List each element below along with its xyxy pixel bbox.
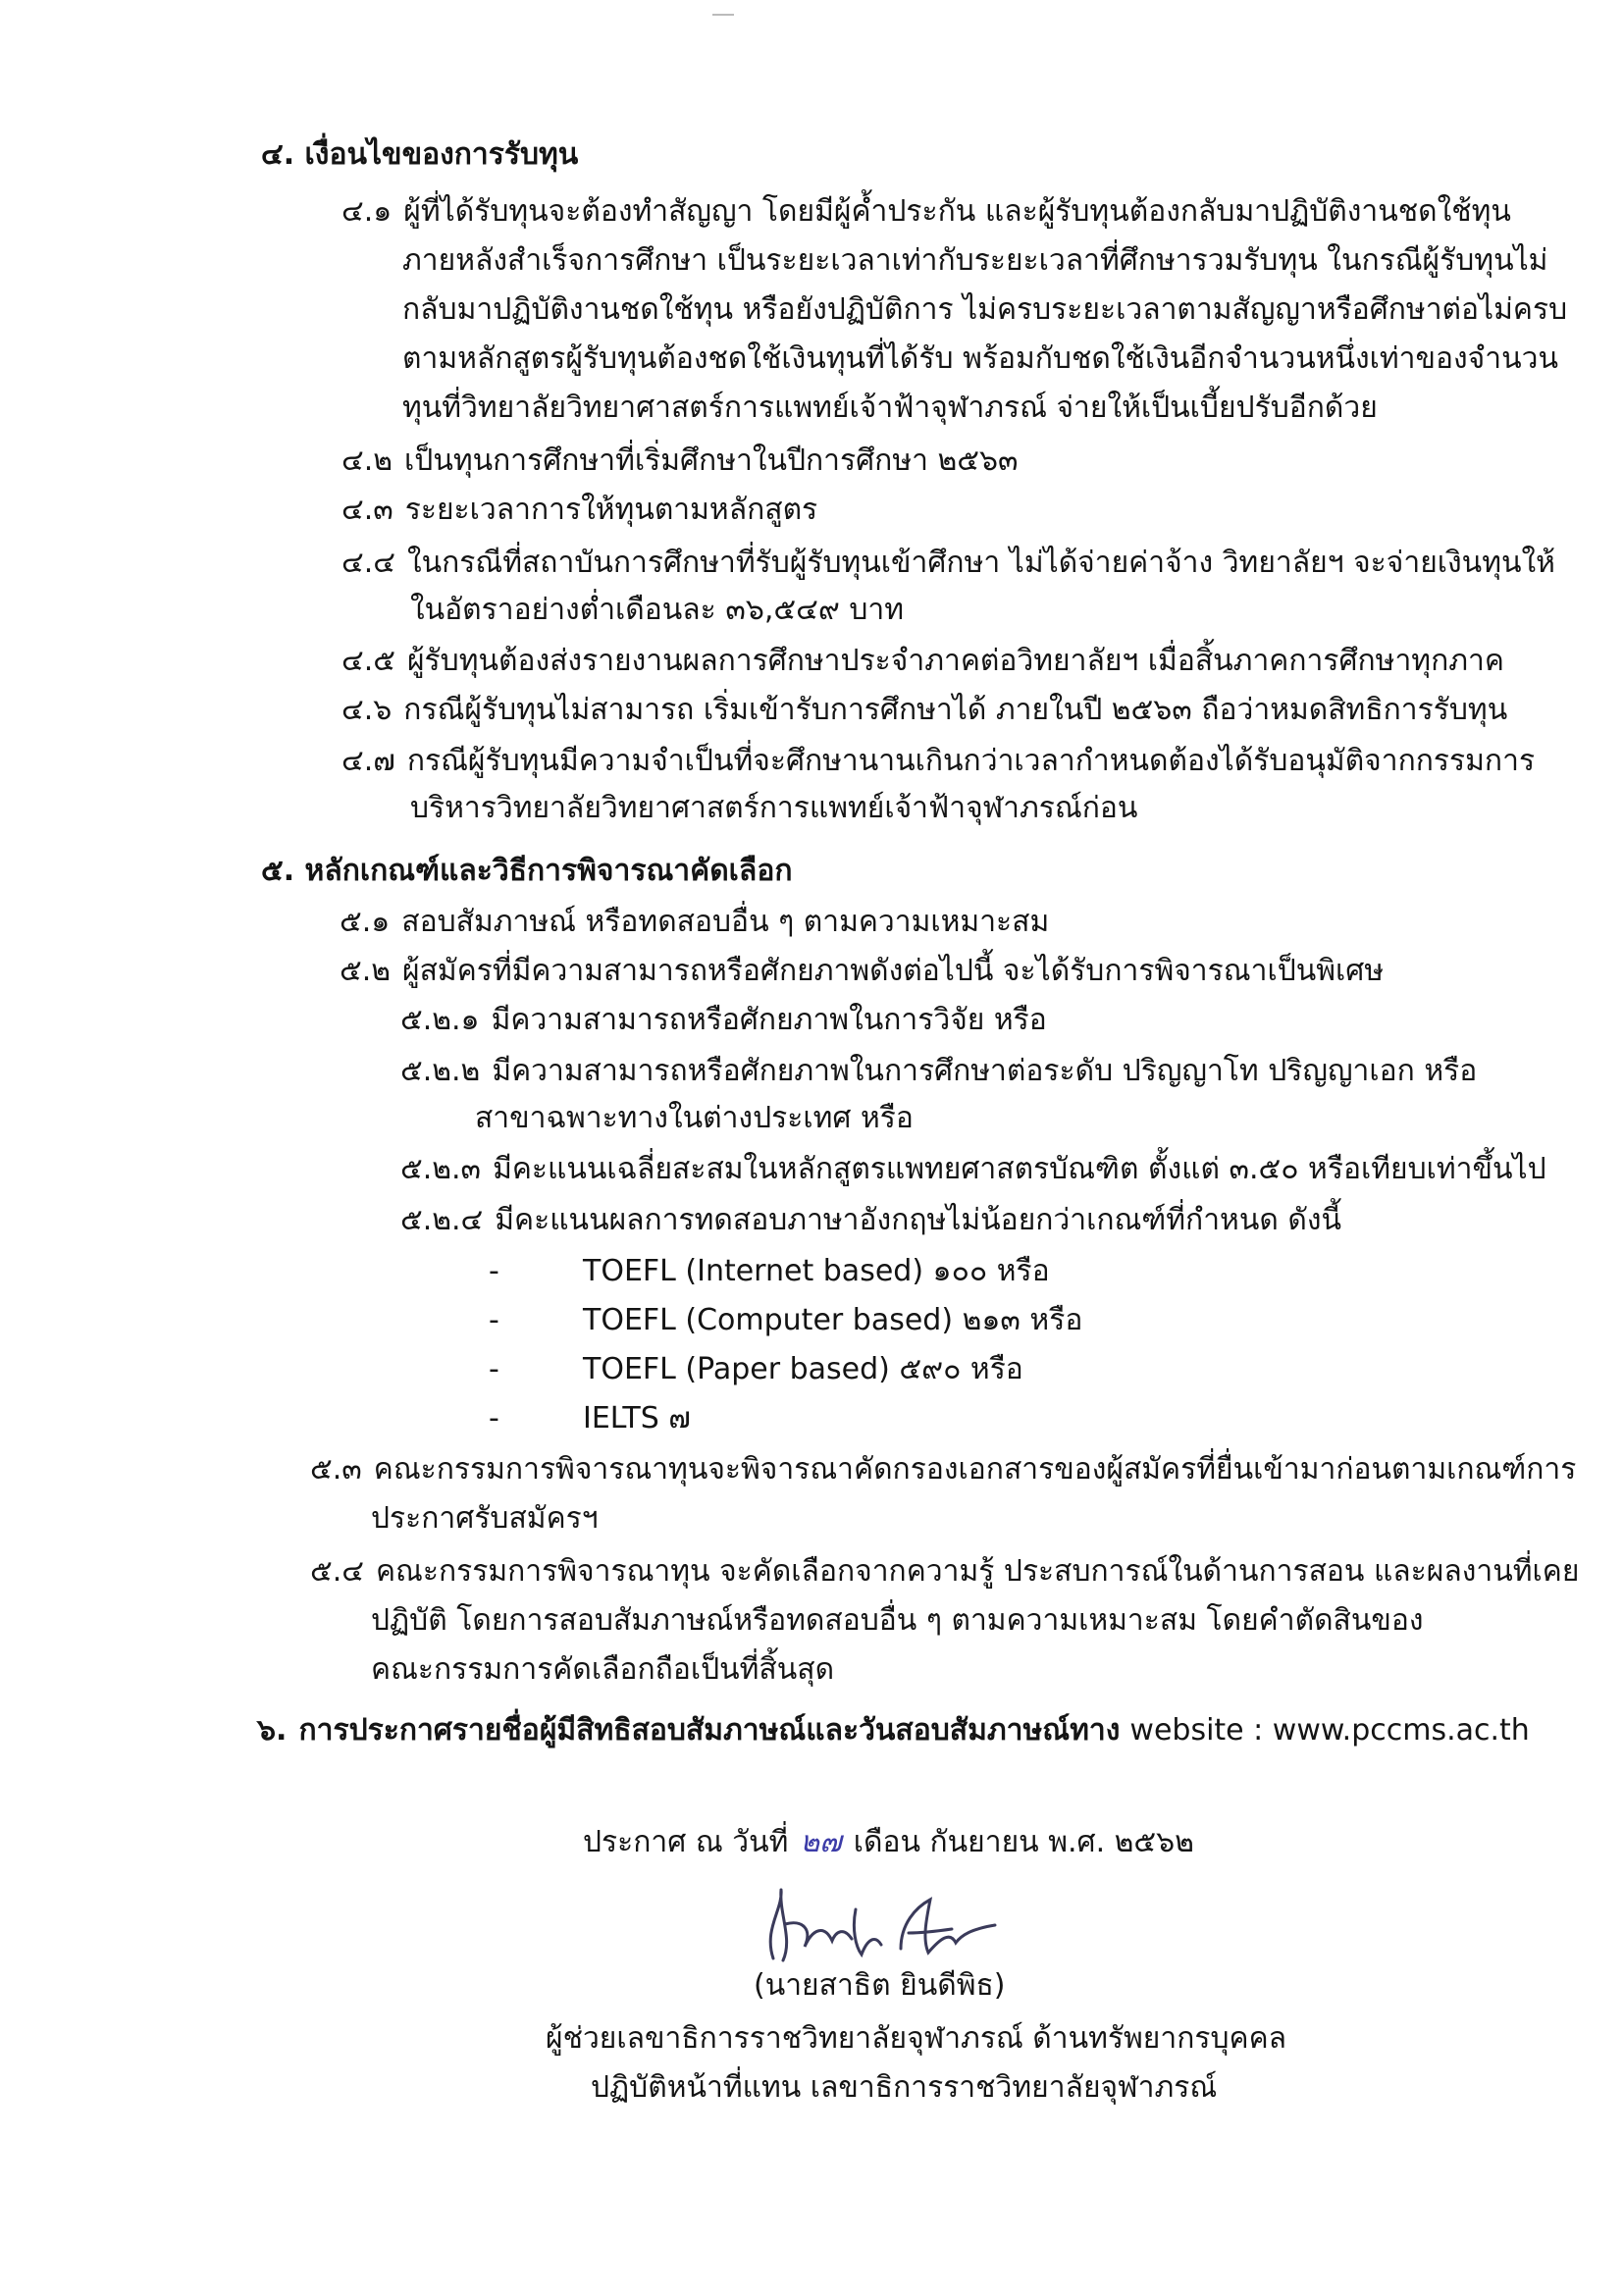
item-4-1	[341, 194, 1511, 230]
test-text: TOEFL (Computer based) ๒๑๓ หรือ	[583, 1303, 1083, 1337]
item-4-1-line: กลับมาปฏิบัติงานชดใช้ทุน หรือยังปฏิบัติการ ไม่ครบระยะเวลาตามสัญญาหรือศึกษาต่อไม่ครบ	[402, 292, 1568, 327]
announce-prefix: ประกาศ ณ วันที่	[583, 1825, 789, 1859]
item-text: มีคะแนนผลการทดสอบภาษาอังกฤษไม่น้อยกว่าเกณฑ์ที่กำหนด ดังนี้	[495, 1203, 1341, 1237]
item-5-2-2	[400, 1054, 1477, 1089]
item-5-2-4	[400, 1203, 1341, 1238]
item-number: ๔.๒	[341, 444, 393, 478]
item-5-4-line: คณะกรรมการคัดเลือกถือเป็นที่สิ้นสุด	[371, 1652, 835, 1687]
item-text: กรณีผู้รับทุนมีความจำเป็นที่จะศึกษานานเกินกว่าเวลากำหนดต้องได้รับอนุมัติจากกรรมการ	[406, 744, 1536, 778]
item-4-2	[341, 444, 1019, 479]
item-text: มีความสามารถหรือศักยภาพในการศึกษาต่อระดับ ปริญญาโท ปริญญาเอก หรือ	[492, 1054, 1478, 1088]
item-4-1-line: ทุนที่วิทยาลัยวิทยาศาสตร์การแพทย์เจ้าฟ้าจุฬาภรณ์ จ่ายให้เป็นเบี้ยปรับอีกด้วย	[402, 391, 1378, 425]
item-5-2-1	[400, 1003, 1047, 1038]
item-5-4-line: ปฏิบัติ โดยการสอบสัมภาษณ์หรือทดสอบอื่น ๆ ตามความเหมาะสม โดยคำตัดสินของ	[371, 1603, 1424, 1638]
bullet-dash: -	[489, 1352, 499, 1386]
item-number: ๔.๓	[341, 493, 393, 527]
item-4-6	[341, 693, 1507, 728]
signer-title: ผู้ช่วยเลขาธิการราชวิทยาลัยจุฬาภรณ์ ด้านทรัพยากรบุคคล	[546, 2021, 1287, 2056]
item-5-1	[340, 905, 1049, 940]
item-text: ผู้รับทุนต้องส่งรายงานผลการศึกษาประจำภาคต่อวิทยาลัยฯ เมื่อสิ้นภาคการศึกษาทุกภาค	[406, 644, 1504, 678]
item-4-4-line: ในอัตราอย่างต่ำเดือนละ ๓๖,๕๔๙ บาท	[410, 593, 904, 627]
item-text: ระยะเวลาการให้ทุนตามหลักสูตร	[404, 493, 818, 527]
item-4-1-line: ภายหลังสำเร็จการศึกษา เป็นระยะเวลาเท่ากับระยะเวลาที่ศึกษารวมรับทุน ในกรณีผู้รับทุนไม่	[402, 243, 1548, 278]
item-4-3	[341, 493, 817, 528]
item-5-2-3	[400, 1152, 1546, 1187]
item-text: กรณีผู้รับทุนไม่สามารถ เริ่มเข้ารับการศึกษาได้ ภายในปี ๒๕๖๓ ถือว่าหมดสิทธิการรับทุน	[403, 693, 1508, 727]
item-4-5	[341, 644, 1504, 679]
item-5-3	[310, 1452, 1576, 1487]
item-number: ๕.๒.๒	[400, 1054, 481, 1088]
item-text: คณะกรรมการพิจารณาทุนจะพิจารณาคัดกรองเอกสารของผู้สมัครที่ยื่นเข้ามาก่อนตามเกณฑ์การ	[373, 1452, 1577, 1487]
website-text: website : www.pccms.ac.th	[1129, 1713, 1530, 1748]
item-5-4	[310, 1554, 1579, 1590]
section6	[257, 1713, 1530, 1748]
item-text: มีความสามารถหรือศักยภาพในการวิจัย หรือ	[491, 1003, 1047, 1037]
signer-acting-title: ปฏิบัติหน้าที่แทน เลขาธิการราชวิทยาลัยจุฬาภรณ์	[591, 2070, 1218, 2105]
test-text: IELTS ๗	[583, 1401, 691, 1435]
announcement-date	[583, 1825, 1194, 1860]
scan-mark	[712, 14, 734, 16]
section5-heading: ๕. หลักเกณฑ์และวิธีการพิจารณาคัดเลือก	[261, 854, 793, 888]
item-number: ๕.๒	[340, 954, 392, 988]
item-text: มีคะแนนเฉลี่ยสะสมในหลักสูตรแพทยศาสตรบัณฑิต ตั้งแต่ ๓.๕๐ หรือเทียบเท่าขึ้นไป	[493, 1152, 1546, 1186]
test-item	[489, 1303, 1082, 1338]
item-4-1-line: ตามหลักสูตรผู้รับทุนต้องชดใช้เงินทุนที่ได้รับ พร้อมกับชดใช้เงินอีกจำนวนหนึ่งเท่าของจำนวน	[402, 341, 1558, 376]
section6-bold-text: การประกาศรายชื่อผู้มีสิทธิสอบสัมภาษณ์และวันสอบสัมภาษณ์ทาง	[298, 1713, 1121, 1748]
item-text: สอบสัมภาษณ์ หรือทดสอบอื่น ๆ ตามความเหมาะสม	[401, 905, 1050, 939]
section4-heading: ๔. เงื่อนไขของการรับทุน	[261, 137, 579, 172]
item-number: ๕.๒.๓	[400, 1152, 482, 1186]
item-number: ๔.๗	[341, 744, 395, 778]
test-item	[489, 1352, 1023, 1387]
handwritten-day: ๒๗	[800, 1825, 842, 1859]
item-5-2	[340, 954, 1384, 989]
signature-image	[754, 1870, 1009, 1968]
item-text: ผู้ที่ได้รับทุนจะต้องทำสัญญา โดยมีผู้ค้ำประกัน และผู้รับทุนต้องกลับมาปฏิบัติงานชดใช้ทุน	[403, 194, 1511, 229]
bullet-dash: -	[489, 1303, 499, 1337]
item-4-4	[341, 546, 1555, 581]
item-number: ๕.๑	[340, 905, 391, 939]
item-number: ๔.๔	[341, 546, 395, 580]
item-number: ๕.๒.๑	[400, 1003, 480, 1037]
section6-number: ๖.	[257, 1713, 288, 1748]
item-number: ๕.๓	[310, 1452, 362, 1487]
test-text: TOEFL (Paper based) ๕๙๐ หรือ	[583, 1352, 1023, 1386]
test-item	[489, 1401, 691, 1436]
item-number: ๕.๒.๔	[400, 1203, 484, 1237]
item-text: ผู้สมัครที่มีความสามารถหรือศักยภาพดังต่อไปนี้ จะได้รับการพิจารณาเป็นพิเศษ	[402, 954, 1385, 988]
item-4-7-line: บริหารวิทยาลัยวิทยาศาสตร์การแพทย์เจ้าฟ้าจุฬาภรณ์ก่อน	[410, 791, 1138, 825]
item-5-2-2-line: สาขาฉพาะทางในต่างประเทศ หรือ	[475, 1101, 914, 1135]
bullet-dash: -	[489, 1254, 499, 1288]
item-text: ในกรณีที่สถาบันการศึกษาที่รับผู้รับทุนเข้าศึกษา ไม่ได้จ่ายค่าจ้าง วิทยาลัยฯ จะจ่ายเงินทุนให้	[406, 546, 1555, 580]
item-4-7	[341, 744, 1535, 779]
item-number: ๔.๕	[341, 644, 395, 678]
item-number: ๔.๖	[341, 693, 393, 727]
item-5-3-line: ประกาศรับสมัครฯ	[371, 1501, 599, 1536]
item-text: คณะกรรมการพิจารณาทุน จะคัดเลือกจากความรู้ ประสบการณ์ในด้านการสอน และผลงานที่เคย	[375, 1554, 1580, 1589]
bullet-dash: -	[489, 1401, 499, 1435]
signer-name: (นายสาธิต ยินดีพิธ)	[754, 1968, 1006, 2003]
item-text: เป็นทุนการศึกษาที่เริ่มศึกษาในปีการศึกษา ๒๕๖๓	[404, 444, 1019, 478]
announce-suffix: เดือน กันยายน พ.ศ. ๒๕๖๒	[853, 1825, 1194, 1859]
item-number: ๕.๔	[310, 1554, 364, 1589]
test-text: TOEFL (Internet based) ๑๐๐ หรือ	[583, 1254, 1050, 1288]
item-number: ๔.๑	[341, 194, 393, 229]
test-item	[489, 1254, 1050, 1289]
